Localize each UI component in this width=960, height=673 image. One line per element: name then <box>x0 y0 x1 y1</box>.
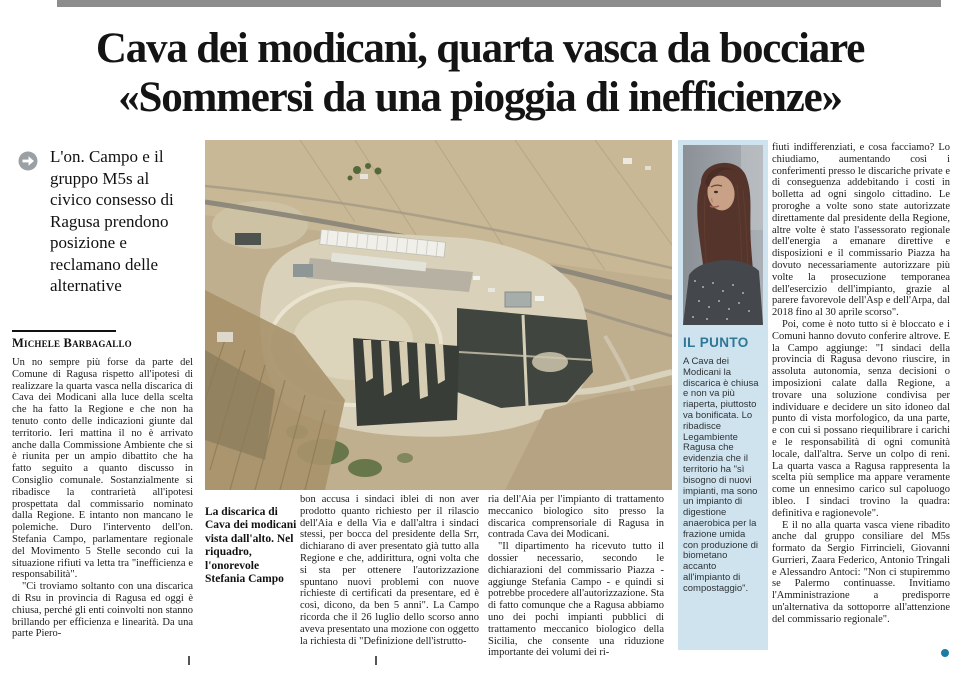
sidebar-text: A Cava dei Modicani la discarica è chiusa e non va più riaperta, piuttosto va bonificata. Lo ribadisce Legambiente Ragusa che evidenzia che il territorio ha "sì bisogno di nuovi impianti, ma sono un impianto di digestione anaerobica per la frazione umida con produzione di biometano accanto all'impianto di compostaggio". <box>683 356 759 594</box>
section-divider-bar <box>57 0 941 7</box>
article-paragraph: E il no alla quarta vasca viene ribadito anche dal gruppo consiliare del M5s formato da Sergio Firrincieli, Giovanni Gurrieri, Zaara Federico, Antonio Tringali e Alessandro Antoci: "Non ci stupiremmo se Palermo continuasse. Invitiamo l'Amministrazione a predisporre un'alternativa da sottoporre all'attenzione del commissario regionale". <box>772 519 950 625</box>
end-of-article-dot <box>941 649 949 657</box>
byline-rule <box>12 330 116 332</box>
article-column-2 <box>300 494 479 664</box>
article-column-3 <box>488 494 664 664</box>
headline <box>18 24 942 122</box>
aerial-photo-graphic <box>205 140 672 490</box>
article-paragraph: "Il dipartimento ha ricevuto tutto il dossier necessario, secondo le dichiarazioni del commissario Piazza - aggiunge Stefania Campo - e quindi si potrebbe procedere all'autorizzazione. Sta di fatto comunque che a Ragusa abbiamo uno dei pochi impianti pubblici di trattamento meccanico biologico della Sicilia, che consente una riduzione importante dei volumi dei ri- <box>488 541 664 659</box>
column-mark <box>375 656 377 665</box>
article-paragraph: ria dell'Aia per l'impianto di trattamento meccanico biologico sito presso la discarica comprensoriale di Ragusa in contrada Cava dei Modicani. <box>488 494 664 541</box>
photo-caption: La discarica di Cava dei modicani vista dall'alto. Nel riquadro, l'onorevole Stefania Campo <box>205 505 297 585</box>
headline-line-2: «Sommersi da una pioggia di inefficienze» <box>118 74 842 121</box>
article-paragraph: fiuti indifferenziati, e cosa facciamo? Lo chiudiamo, aumentando così i conferimenti presso le discariche private e di conseguenza addebitando i costi in bolletta ad ogni singolo cittadino. Le proroghe a volte sono state autorizzate direttamente dal presidente della Regione, altre volte è stato l'assessorato regionale dell'energia a emanare direttive e disposizioni e il commissario Piazza ha dovuto necessariamente autorizzare più volte la prosecuzione temporanea dell'esercizio dell'impianto, grazie al parere favorevole dell'Asp e dell'Arpa, dal 2018 fino al 30 aprile scorso". <box>772 142 950 319</box>
column-mark <box>188 656 190 665</box>
standfirst-text: L'on. Campo e il gruppo M5s al civico consesso di Ragusa prendono posizione e reclamano delle alternative <box>50 147 174 295</box>
arrow-right-icon <box>18 151 38 171</box>
aerial-photo-landfill <box>205 140 672 490</box>
headline-line-1: Cava dei modicani, quarta vasca da bocciare <box>95 25 865 72</box>
byline-block <box>12 330 194 351</box>
il-punto-sidebar <box>678 140 768 650</box>
stefania-campo-photo <box>683 145 763 325</box>
standfirst <box>12 146 194 297</box>
sidebar-title: IL PUNTO <box>683 335 749 350</box>
portrait-graphic <box>683 145 763 325</box>
article-paragraph: Poi, come è noto tutto si è bloccato e i Comuni hanno dovuto conferire altrove. E la Campo aggiunge: "I sindaci della provincia di Ragusa devono riuscire, in assoluta autonomia, senza decisioni o imposizioni calate dalla Regione, a trovare una soluzione condivisa per individuare e decidere un sito idoneo dal punto di vista morfologico, da una parte, e con cui si possano riequilibrare i carichi e le responsabilità di ogni comunità locale, dall'altra. Serve un colpo di reni. La quarta vasca a Ragusa rappresenta la scelta più semplice ma appare veramente come un ennesimo carico sul capoluogo ibleo. I sindaci trovino la quadra: definitiva e ragionevole". <box>772 318 950 519</box>
article-paragraph: "Ci troviamo soltanto con una discarica di Rsu in provincia di Ragusa ed oggi è chiusa, perché gli enti coinvolti non stanno brillando per efficienza e linearità. Da una parte Piero- <box>12 581 193 640</box>
article-paragraph: bon accusa i sindaci iblei di non aver prodotto quanto richiesto per il rilascio dell'Aia e della Via e dall'altra i sindaci stessi, per bocca del presidente della Srr, dichiarano di aver presentato già tutto alla Regione e che, addirittura, ogni volta che si sta per ottenere l'autorizzazione spuntano nuovi problemi con nuove richieste di certificati da presentare, ed è così, dicono, da ben 5 anni". La Campo ricorda che il 26 luglio dello scorso anno aveva presentato una mozione con oggetto la richiesta di "Definizione dell'istrutto- <box>300 494 479 647</box>
article-column-4 <box>772 142 950 660</box>
byline: Michele Barbagallo <box>12 336 132 350</box>
article-paragraph: Un no sempre più forse da parte del Comune di Ragusa rispetto all'ipotesi di realizzare la quarta vasca nella discarica di Cava dei Modicani alla luce della scelta che ha fatto la Regione e che non ha tenuto conto delle indicazioni giunte dal territorio. Ieri mattina il no è arrivato anche dalla Commissione Ambiente che si è riunita per un ampio dibattito che ha fatto seguito a quanto discusso in Consiglio comunale. Sostanzialmente si ribadisce la contrarietà all'ipotesi prospettata dal commissario nominato dalla Regione. E intanto non mancano le polemiche. Duro l'intervento dell'on. Stefania Campo, parlamentare regionale del Movimento 5 Stelle secondo cui la situazione rifiuti va letta tra "inefficienza e responsabilità". <box>12 357 193 581</box>
article-column-1 <box>12 357 193 657</box>
